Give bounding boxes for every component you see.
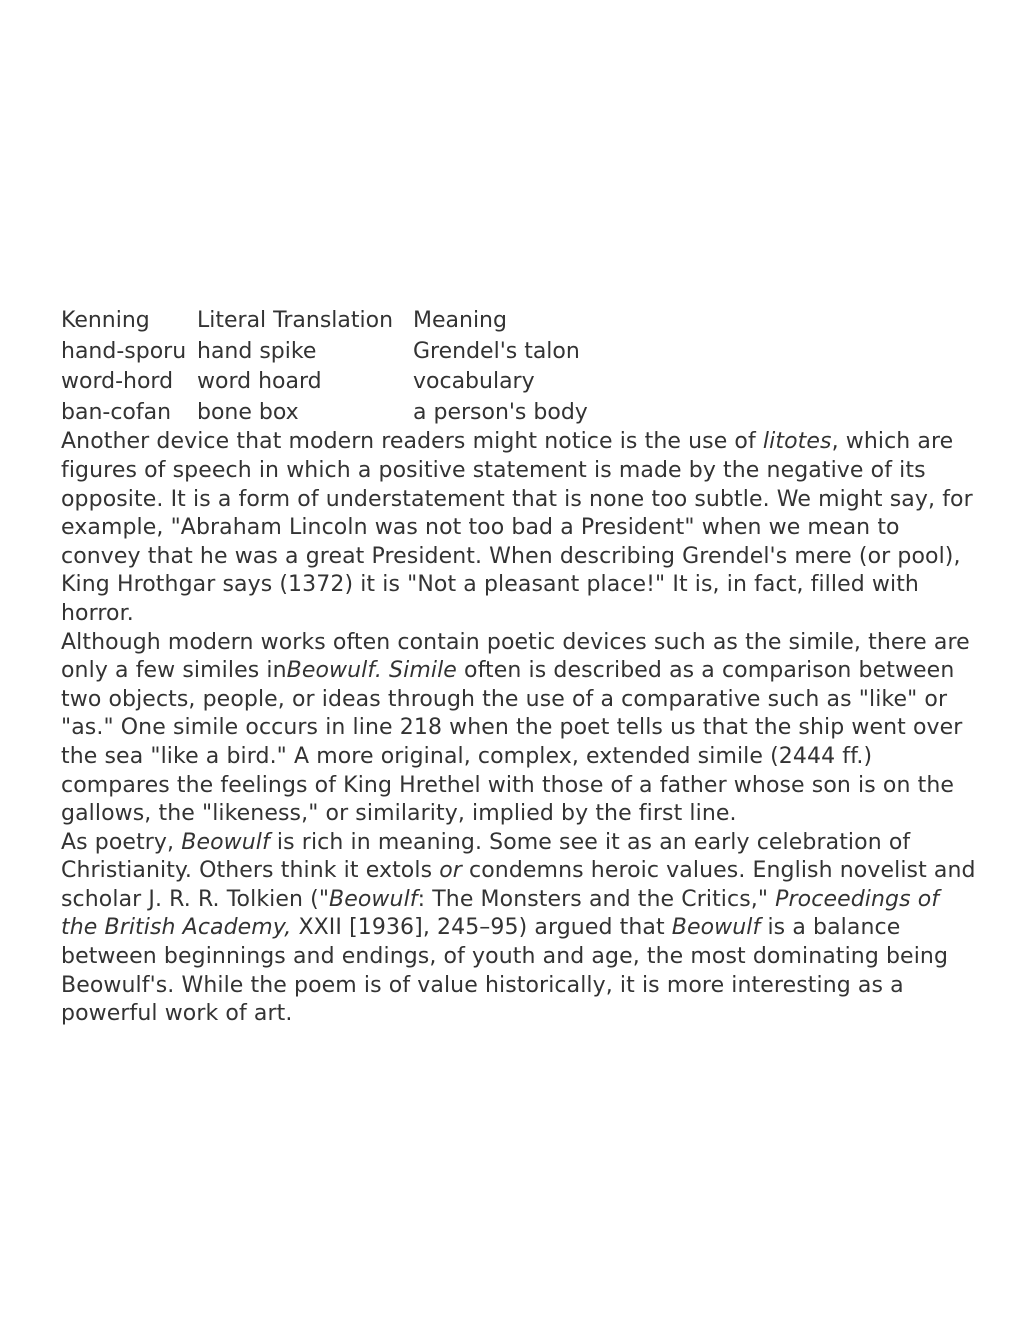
- paragraph-simile: [61, 629, 981, 829]
- table-cell: word-hord: [61, 369, 174, 395]
- emphasis-title: Beowulf: [181, 829, 270, 855]
- text-run: Another device that modern readers might notice is the use of: [61, 429, 763, 455]
- table-row: [61, 367, 713, 398]
- text-run: Although modern works often contain poetic devices such as the simile, there are only a few similes in: [61, 629, 970, 684]
- column-header: Literal Translation: [197, 308, 394, 333]
- table-cell: Grendel's talon: [413, 338, 580, 364]
- kenning-table: [61, 306, 713, 428]
- text-run: : The Monsters and the Critics,": [417, 886, 776, 912]
- text-run: is rich in meaning. Some see it as an early celebration of Christianity. Others think it extols: [61, 829, 911, 884]
- text-run: XXII [1936], 245–95) argued that: [291, 915, 672, 941]
- emphasis-litotes: litotes: [762, 429, 832, 455]
- table-cell: a person's body: [413, 399, 588, 425]
- table-cell: vocabulary: [413, 369, 535, 395]
- emphasis-title: Beowulf.: [286, 658, 382, 684]
- table-header-row: [61, 306, 713, 337]
- document-page: [61, 306, 981, 1029]
- emphasis-publication: Proceedings of the British Academy,: [61, 886, 940, 941]
- table-cell: word hoard: [197, 369, 322, 395]
- table-cell: hand-sporu: [61, 338, 187, 364]
- text-run: often is described as a comparison between two objects, people, or ideas through the use of a comparative such as "like" or "as." One simile occurs in line 218 when the poet tells us that the ship went over the sea "like a bird." A more original, complex, extended simile (2444 ff.) compares the feelings of King Hrethel with those of a father whose son is on the gallows, the "likeness," or similarity, implied by the first line.: [61, 658, 963, 827]
- table-cell: ban-cofan: [61, 399, 172, 425]
- table-cell: bone box: [197, 399, 299, 425]
- column-header: Kenning: [61, 308, 150, 333]
- table-row: [61, 398, 713, 429]
- paragraph-litotes: [61, 428, 981, 628]
- paragraph-meaning: [61, 829, 981, 1029]
- emphasis-term: Simile: [389, 658, 457, 684]
- text-run: As poetry,: [61, 829, 182, 855]
- emphasis-word: or: [439, 858, 462, 884]
- text-run: is a balance between beginnings and endings, of youth and age, the most dominating being Beowulf's. While the poem is of value historically, it is more interesting as a powerful work of art.: [61, 915, 949, 1027]
- text-run: condemns heroic values. English novelist and scholar J. R. R. Tolkien (": [61, 858, 976, 912]
- text-run: [382, 658, 389, 683]
- table-cell: hand spike: [197, 338, 317, 364]
- emphasis-title: Beowulf: [671, 915, 761, 941]
- emphasis-title: Beowulf: [329, 886, 418, 912]
- table-row: [61, 337, 713, 368]
- column-header: Meaning: [413, 308, 507, 333]
- text-run: , which are figures of speech in which a positive statement is made by the negative of its opposite. It is a form of understatement that is none too subtle. We might say, for example, "Abraham Lincoln was not too bad a President" when we mean to convey that he was a great President. When describing Grendel's mere (or pool), King Hrothgar says (1372) it is "Not a pleasant place!" It is, in fact, filled with horror.: [61, 429, 973, 626]
